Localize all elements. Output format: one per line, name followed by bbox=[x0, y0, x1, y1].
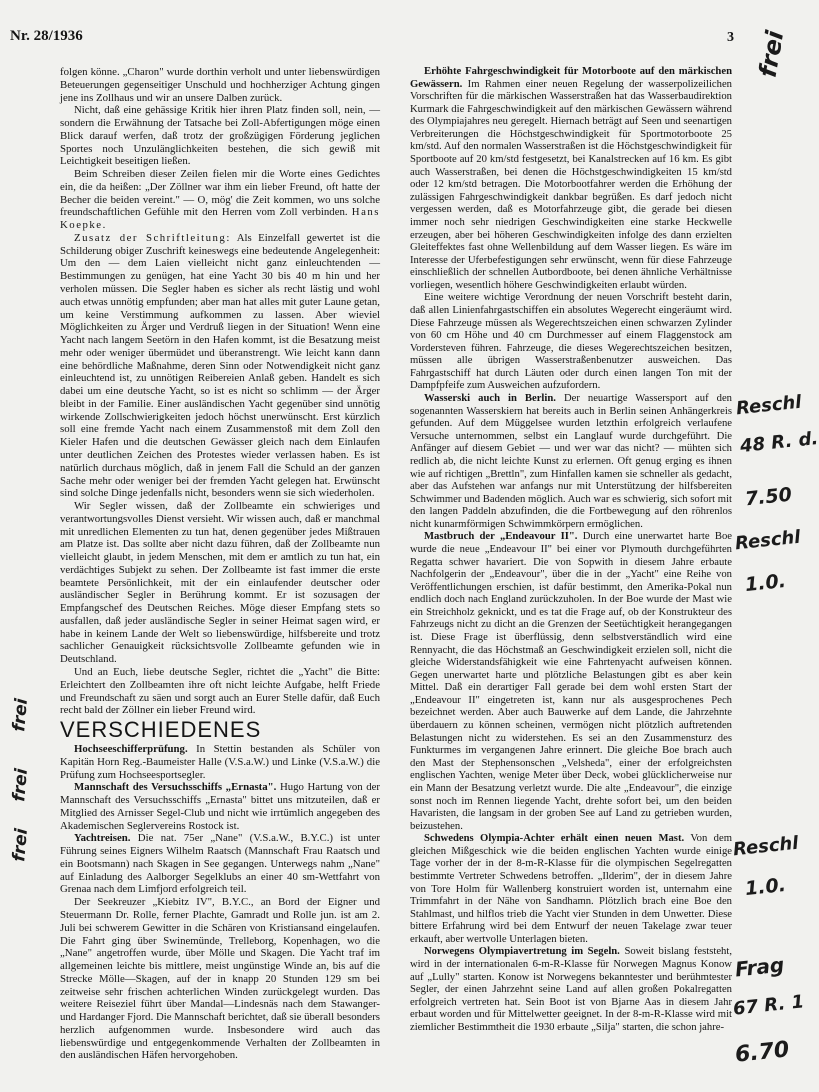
news-item bbox=[60, 832, 380, 896]
news-heading: Wasserski auch in Berlin. bbox=[424, 393, 556, 405]
section-title: VERSCHIEDENES bbox=[60, 717, 262, 743]
news-text: In Stettin bestanden als Schüler von Kapitän Horn Reg.-Baumeister Halle (V.S.a.W.) und Linke (V.S.a.W.) die Prüfung zum Hochseesportsegler. bbox=[60, 743, 380, 781]
news-heading: Yachtreisen. bbox=[74, 832, 131, 845]
article-paragraph: Und an Euch, liebe deutsche Segler, richtet die „Yacht" die Bitte: Erleichtert den Zollbeamten ihre oft nicht leichte Aufgabe, helft Friede und Freundschaft zu säen und sorgt auch an Eurer Stelle dafür, daß Euch recht bald der Zöllner ein lieber Freund wird. bbox=[60, 665, 380, 717]
news-item bbox=[410, 66, 732, 292]
article-paragraph bbox=[60, 168, 380, 232]
handwritten-note: Reschl bbox=[734, 526, 802, 555]
handwritten-note: 48 R. d. bbox=[739, 427, 819, 458]
news-text: Der neuartige Wassersport auf den sogenannten Wasserskiern hat bereits auch in Berlin seinen Anhängerkreis gefunden. Auf dem Müggelsee wurden letzthin erfolgreich verlaufene Versuche unternommen, selbst ein Langlauf wurde durchgeführt. Die Anfänger auf diesem Gebiet — und wer war das nicht? — mühten sich redlich ab, die nicht leichte Kunst zu erlernen. Oft genug erging es ihnen wie auf richtigen „Brettln", zum Hinfallen kamen sie schneller als gedacht, aber das Aufstehen war anfangs nur mit Unterstützung der hilfsbereiten Schwimmer und Badenden möglich. Auch war es schwierig, sich sofort mit den langen Paddeln abzufinden, die die Fortbewegung auf den röhrenlos nicht kunarmförmigen Schwimmkörpern ermöglichen. bbox=[410, 393, 732, 530]
news-heading: Hochseeschifferprüfung. bbox=[74, 743, 188, 756]
news-item: Eine weitere wichtige Verordnung der neuen Vorschrift besteht darin, daß allen Linienfahrgastschiffen ein absolutes Wegerecht eingeräumt wird. Diese Fahrzeuge müssen als Wegerechtszeichen einen schwarzen Zylinder von 60 cm Höhe und 40 cm Durchmesser auf einem Flaggenstock am Vordersteven führen. Fahrzeuge, die dieses Wegerechtszeichen besitzen, müssen alle übrigen Wasserstraßenbenutzer ausweichen. Das Fahrgastschiff hat durch Läuten oder durch einen langen Ton mit der Dampfpfeife zum Ausweichen aufzufordern. bbox=[410, 292, 732, 392]
issue-number: Nr. 28/1936 bbox=[10, 28, 83, 44]
handwritten-note: frei bbox=[9, 767, 32, 803]
news-heading: Schwedens Olympia-Achter erhält einen neuen Mast. bbox=[424, 833, 685, 845]
paragraph-text: Beim Schreiben dieser Zeilen fielen mir die Worte eines Gedichtes ein, die da heißen: „Der Zöllner war ihm ein lieber Freund, oft hatte der Becher die beiden vereint." — O, mög' die Zeit kommen, wo uns solche freundschaftlichen Gefühle mit den Herren vom Zoll verbinden. bbox=[60, 168, 380, 219]
right-column bbox=[410, 66, 732, 1035]
news-text: Im Rahmen einer neuen Regelung der wasserpolizeilichen Vorschriften für die märkischen Wasserstraßen hat das Wasserbaudirektion Kurmark die Fahrgeschwindigkeit auf den märkischen Gewässern während des Olympiajahres neu geregelt. Hiernach beträgt auf Seen und seenartigen Verbreiterungen die Höchstgeschwindigkeit für Sportmotorboote 25 km/std. Auf den normalen Wasserstraßen ist die Höchstgeschwindigkeit für Sportboote auf 20 km/std festgesetzt, bei Kanalstrecken auf 16 km. Es gibt auch Wasserstraßen, bei denen die Höchstgeschwindigkeiten 15 km/std oder 12 km/std betragen. Die Motorbootfahrer werden die Erhöhung der zulässigen Fahrgeschwindigkeit dankbar begrüßen. Es darf jedoch nicht vergessen werden, daß es Motorfahrzeuge gibt, die gerade bei diesen immer noch sehr niedrigen Geschwindigkeiten eine starke Heckwelle erzeugen, aber bei höheren Geschwindigkeiten infolge des dann erzielten Gleiteffektes fast ohne Wellenbildung auf dem Wasser liegen. Es wäre im Interesse der Uferbefestigungen sehr erwünscht, wenn für diese Fahrzeuge einschließlich der schnellen Autbordboote, bei denen ähnliche Verhältnisse vorliegen, wesentlich höhere Geschwindigkeiten erlaubt würden. bbox=[410, 78, 732, 291]
news-item bbox=[410, 946, 732, 1034]
news-item bbox=[410, 833, 732, 946]
author-signature: Hans Koepke. bbox=[60, 206, 380, 232]
left-column bbox=[60, 66, 380, 1062]
news-item bbox=[410, 393, 732, 531]
editorial-note-label: Zusatz der Schriftleitung: bbox=[74, 231, 231, 244]
handwritten-note: frei bbox=[753, 28, 790, 80]
handwritten-note: frei bbox=[9, 827, 32, 863]
handwritten-note: Frag bbox=[733, 952, 786, 982]
handwritten-note: 1.0. bbox=[743, 569, 787, 597]
news-text: Von dem gleichen Mißgeschick wie die beiden englischen Yachten wurde einige Tage vorher der in der 8-m-R-Klasse für die olympischen Segelregatten bestimmte Vertreter Schwedens betroffen. „Ilderim", der in diesem Jahre von Tore Holm für Wallenberg konstruiert worden ist, unternahm eine Trimmfahrt in der Nähe von Sandhamn. Plötzlich brach eine Boe den Stahlmast, und hilflos trieb die Yacht vier Stunden in dem Unwetter. Diese bittere Erfahrung wird bei dem Entwurf der neuen Takelage zwar teuer erkauft, aber wertvolle Unterlagen bieten. bbox=[410, 833, 732, 945]
article-paragraph bbox=[60, 232, 380, 500]
handwritten-note: 6.70 bbox=[733, 1037, 791, 1068]
news-item bbox=[410, 531, 732, 833]
news-heading: Mastbruch der „Endeavour II". bbox=[424, 531, 578, 543]
news-text: Soweit bislang feststeht, wird in der internationalen 6-m-R-Klasse für Norwegen Magnus Konow auf „Lully" starten. Konow ist Norwegens bekanntester und berühmtester Segler, der einen Jahrzehnt seine Land auf allen großen Pokalregatten erfolgreich vertreten hat. Sein Boot ist von Bjarne Aas in diesem Jahr erbaut worden und für Mittelwetter geeignet. In der 8-m-R-Klasse wird mit ziemlicher Bestimmtheit die 1930 erbaute „Silja" starten, die schon jahre- bbox=[410, 946, 732, 1033]
news-text: Hugo Hartung von der Mannschaft des Versuchsschiffs „Ernasta" bittet uns mitzuteilen, daß er Mitglied des Arnisser Segel-Club und nicht wie irrtümlich angegeben des Akademischen Seglervereins Rostock ist. bbox=[60, 781, 381, 832]
news-item bbox=[60, 743, 380, 781]
handwritten-note: Reschl bbox=[732, 832, 800, 861]
handwritten-note: 1.0. bbox=[743, 873, 787, 901]
news-heading: Norwegens Olympiavertretung im Segeln. bbox=[424, 946, 620, 958]
article-paragraph: Wir Segler wissen, daß der Zollbeamte ein schwieriges und verantwortungsvolles Dienst versieht. Wir wissen auch, daß er manchmal mit unredlichen Elementen zu tun hat, denen gegenüber jedes Mißtrauen am Platze ist. Das sollte aber nicht dazu führen, daß der Zollbeamte nun vielleicht glaubt, in jedem Menschen, mit dem er amtlich zu tun hat, ein verdächtiges Subjekt zu sehen. Der Zollbeamte ist fast immer die erste beamtete Persönlichkeit, mit der ein einlaufender deutscher oder ausländischer Segler in Berührung kommt. Er ist sozusagen der Empfangschef des Deutschen Reiches. Möge dieser Empfang stets so ausfallen, daß jeder ausländische Segler in seiner Heimat sagen wird, er habe in keinem Lande der Welt so liebenswürdige, hilfsbereite und trotz sachlicher Genauigkeit rücksichtsvolle Zollbeamte gefunden wie in Deutschland. bbox=[60, 500, 380, 666]
news-item: Der Seekreuzer „Kiebitz IV", B.Y.C., an Bord der Eigner und Steuermann Dr. Rolle, ferner Plachte, Gamradt und Rolle jun. ist am 2. Juli bei schwerem Gewitter in die Schären von Kristiansand eingelaufen. Die Fahrt ging über Swinemünde, Trelleborg, Kopenhagen, wo die „Nane" angetroffen wurde, über Mölle und Skagen. Die Yacht traf im allgemeinen leichte bis mittlere, meist ungünstige Winde an, bis auf die Strecke Mölle—Skagen, auf der in knapp 20 Stunden 129 sm bei zeitweise sehr frischen achterlichen Winden zurückgelegt wurden. Das weitere Reiseziel führt über Mandal—Lindesnäs nach dem Stawanger- und Hardanger Fjord. Die Mannschaft berichtet, daß sie überall besonders herzlich aufgenommen wurde. Insbesondere wird auch das liebenswürdige und entgegenkommende Verhalten der Zollbeamten in den ausländischen Häfen hervorgehoben. bbox=[60, 896, 380, 1062]
page-number: 3 bbox=[727, 30, 734, 45]
news-text: Die nat. 75er „Nane" (V.S.a.W., B.Y.C.) ist unter Führung seines Eigners Wilhelm Raatsch (Mannschaft Frau Raatsch und ein Bootsmann) nach Skagen in See gegangen. Unterwegs nahm „Nane" auf Einladung des Aalborger Segelklubs an einer 40 sm-Wettfahrt von Grenaa nach dem Limfjord erfolgreich teil. bbox=[60, 832, 380, 896]
article-paragraph: Nicht, daß eine gehässige Kritik hier ihren Platz finden soll, nein, — sondern die Erwähnung der Tatsache bei Zoll-Abfertigungen möge einen Blick darauf werfen, daß trotz der großzügigen Förderung jeglichen Sportes noch Unzulänglichkeiten bestehen, die sich gewiß mit Leichtigkeit beseitigen ließen. bbox=[60, 104, 380, 168]
news-item bbox=[60, 781, 380, 832]
handwritten-note: Reschl bbox=[735, 391, 803, 420]
paragraph-text: Als Einzelfall gewertet ist die Schilderung obiger Zuschrift keineswegs eine bedeutende Angelegenheit: Um den — dem Laien vielleicht nicht ganz einleuchtenden — Bestimmungen zu genügen, hat eine Yacht 30 bis 40 m hin und her verholen müssen. Die Segler haben es sicher als recht lästig und wohl auch etwas unnötig empfunden; aber man hat alles mit guter Laune getan, um keine Verstimmung aufkommen zu lassen. Aber wieviel Möglichkeiten zu Ärger und Verdruß liegen in der Situation! Wenn eine Yacht nach langem Seetörn in den Hafen kommt, ist die Besatzung meist mehr oder weniger übermüdet und überanstrengt. Wie leicht kann dann eine behördliche Maßnahme, deren Sinn oder Notwendigkeit nicht ganz einleuchtend ist, zu unnötigen Reibereien Anlaß geben. Handelt es sich dabei um eine deutsche Yacht, so ist es nicht so schlimm — der Ärger bleibt in der Familie. Einer ausländischen Yacht gegenüber sind unnötig wirkende Zollschwierigkeiten jedoch höchst unerwünscht. Erst kürzlich soll eine fremde Yacht nach einem Zusammenstoß mit dem Zoll den Kieler Hafen und die deutschen Gewässer gleich nach dem Einlaufen unter deutlichen Zeichen des Protestes wieder verlassen haben. Es ist natürlich durchaus möglich, daß in jenem Fall die Schuld an der ganzen Sache mehr oder weniger bei der fremden Yacht gelegen hat. Erwünscht sind solche Dinge jedenfalls nicht, besonders wenn sie sich wiederholen. bbox=[60, 231, 380, 500]
article-paragraph: folgen könne. „Charon" wurde dorthin verholt und unter liebenswürdigen Beteuerungen gegenseitiger Unschuld und hochherziger Achtung gingen jene ins Zollhaus und wir an unsere Dalben zurück. bbox=[60, 66, 380, 104]
news-text: Durch eine unerwartet harte Boe wurde die neue „Endeavour II" bei einer vor Plymouth durchgeführten Regatta schwer havariert. Die von Sopwith in diesem Jahre erbaute Nachfolgerin der „Endeavour", über die in der „Yacht" eine Reihe von Veröffentlichungen erschien, ist dafür bestimmt, den Amerika-Pokal nun endlich doch nach England zurückzuholen. In der Boe wurde der Mast wie ein Streichholz geknickt, und es tat die Frage auf, ob der Konstrukteur des Fahrzeugs nicht zu dicht an die Grenzen der Seetüchtigkeit herangegangen ist. Diese Frage ist überflüssig, denn selbstverständlich wird eine Rennyacht, die das Höchstmaß an Geschwindigkeit erzielen soll, nicht die gleiche Widerstandsfähigkeit wie eine Fahrtenyacht aufweisen können. Gegen unerwartet harte und plötzliche Belastungen gibt es aber kein Mittel. Daß ein derartiger Fall gerade bei dem wohl ersten Start der „Endeavour II" eingetreten ist, kann nur als ausgesprochenes Pech bezeichnet werden. Aber auch Bauwerke auf dem Lande, die Jahrzehnte überdauern zu können scheinen, vermögen nicht plötzlich auftretenden Belastungen nicht zu widerstehen. Es sei an den Zusammensturz des Funkturmes im vergangenen Jahre erinnert. Die gleiche Boe brach auch den Mast der Stephensonschen „Velsheda", einer der erfolgreichsten englischen Yachten, wenige Meter über Deck, wobei glücklicherweise nur ein Mann der Besatzung verletzt wurde. Die alte „Endeavour", die einzige sonst noch im Rennen liegende Yacht, drehte sofort bei, um den beiden Havaristen, die langsam in der groben See auf Land zu getrieben wurden, beizustehen. bbox=[410, 531, 732, 832]
news-heading: Mannschaft des Versuchsschiffs „Ernasta". bbox=[74, 781, 277, 794]
news-heading: Erhöhte Fahrgeschwindigkeit für Motorboote auf den märkischen Gewässern. bbox=[410, 66, 732, 90]
handwritten-note: frei bbox=[9, 697, 32, 733]
handwritten-note: 7.50 bbox=[743, 483, 793, 511]
handwritten-note: 67 R. 1 bbox=[732, 991, 806, 1020]
